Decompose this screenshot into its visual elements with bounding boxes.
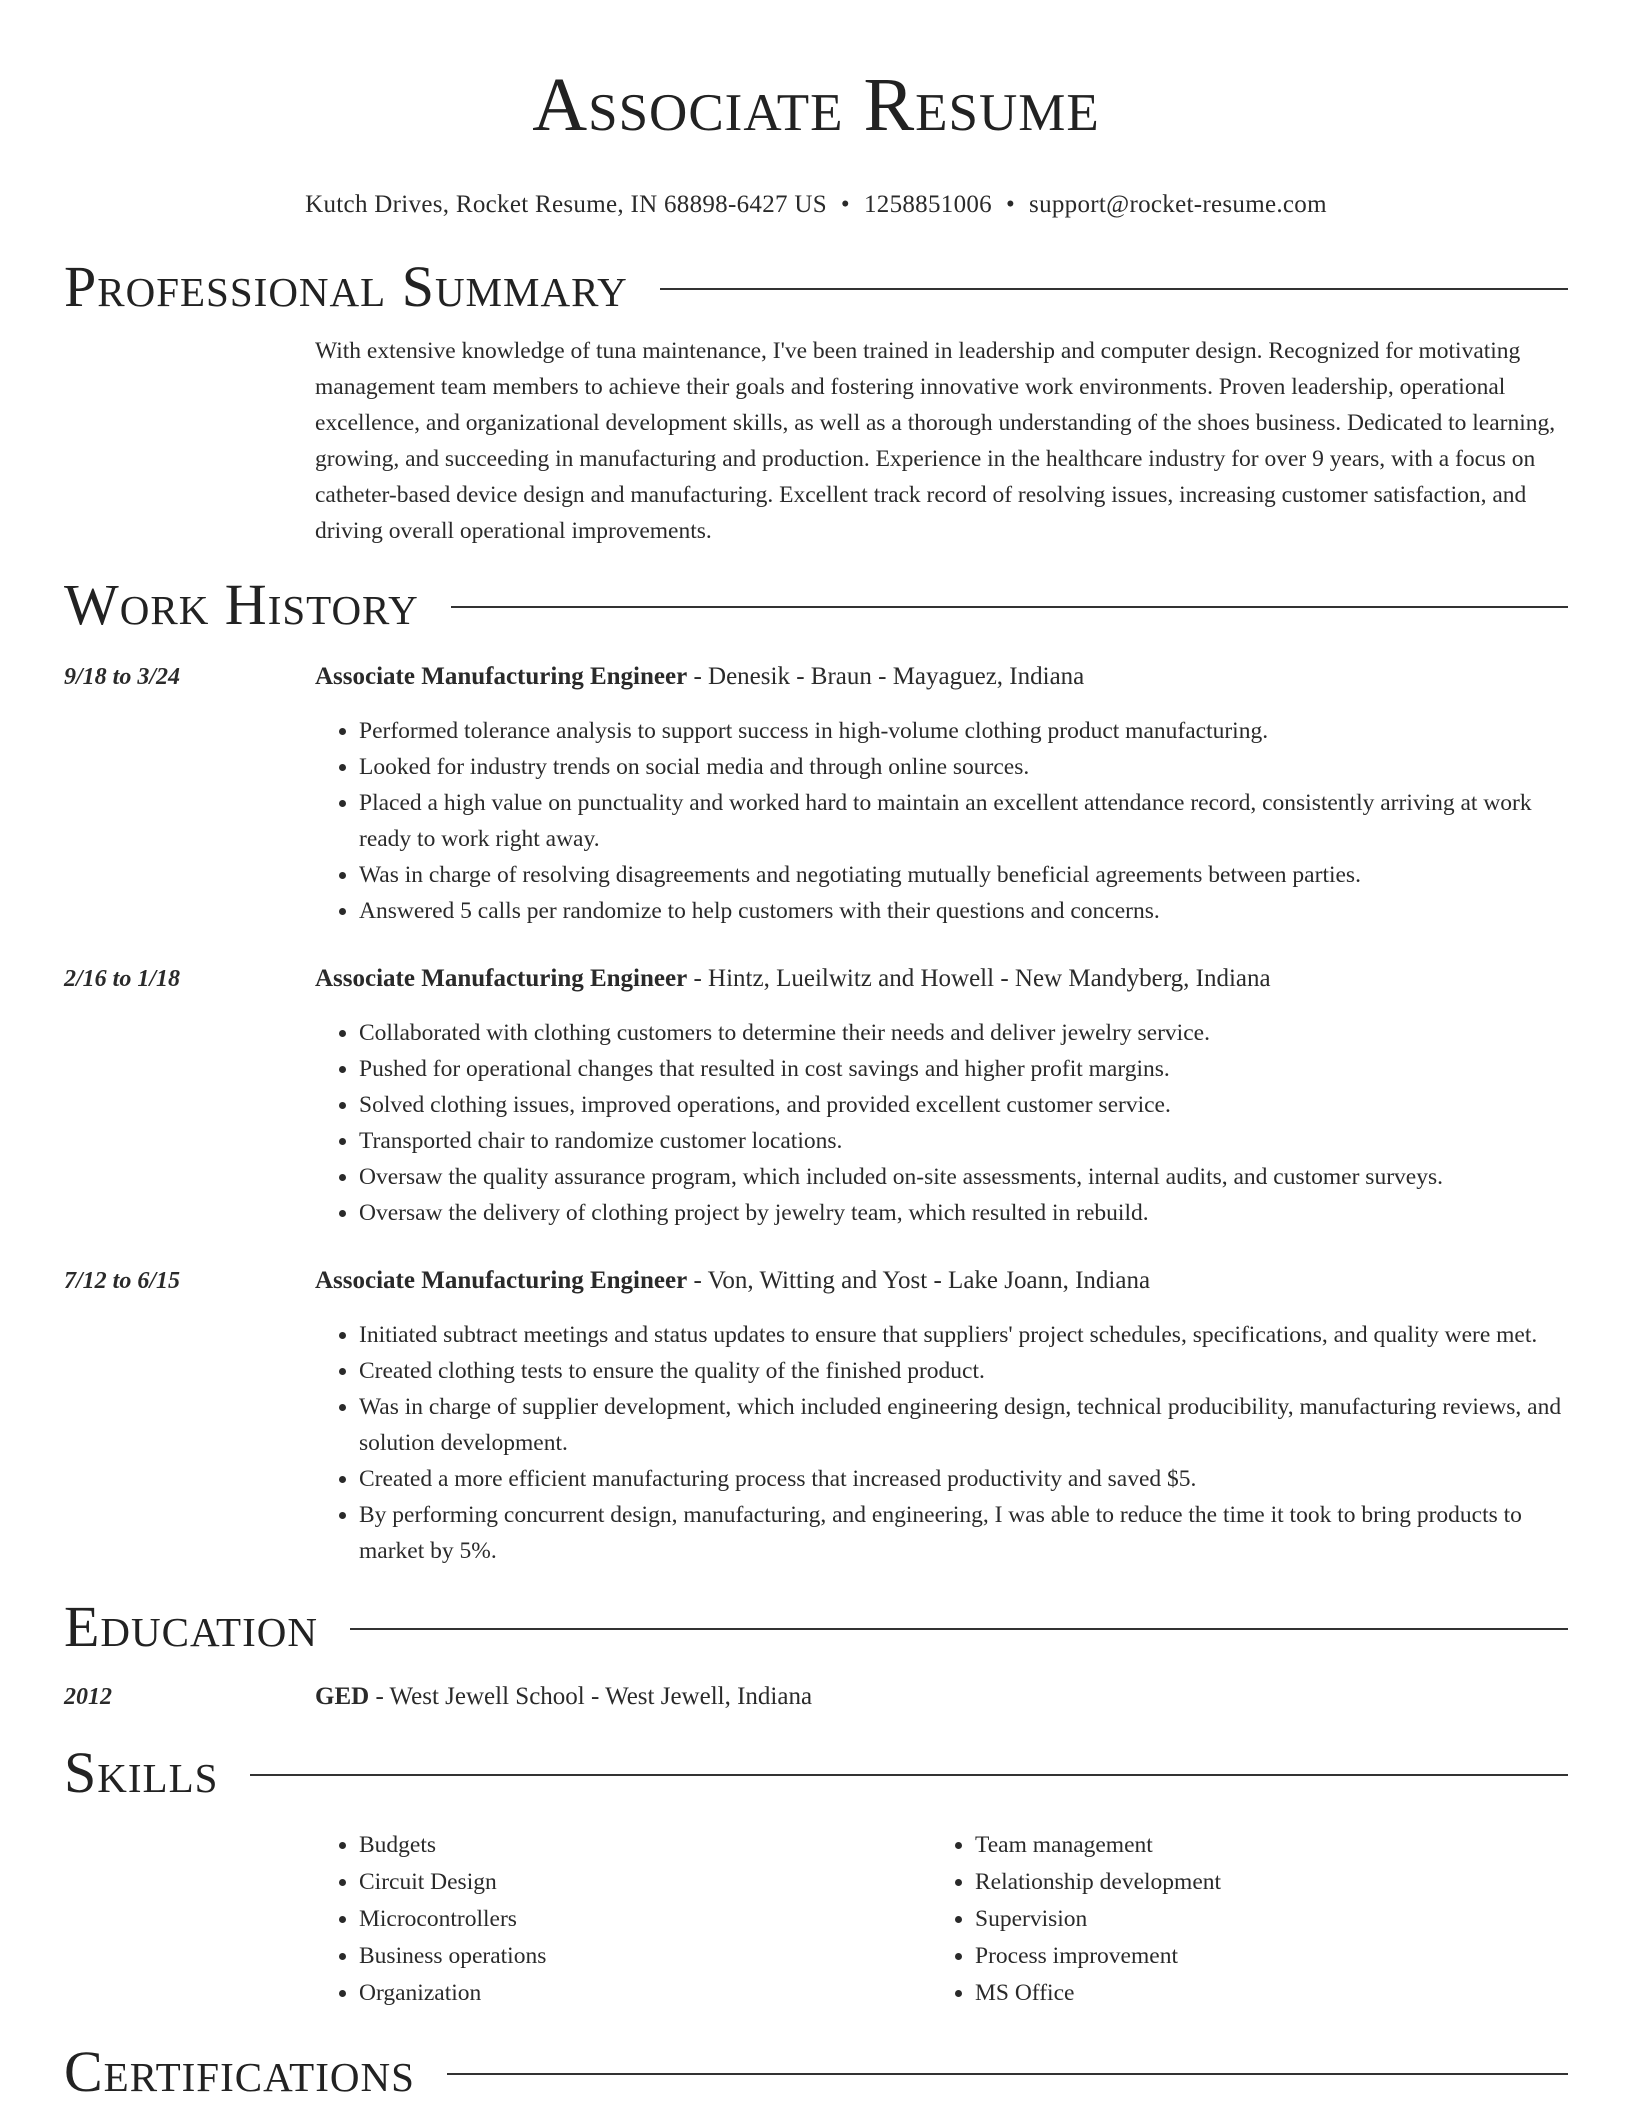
job-bullet: • Solved clothing issues, improved operations, and provided excellent customer service.: [359, 1087, 1568, 1123]
section-rule: [250, 1774, 1568, 1776]
job-bullet: • Initiated subtract meetings and status updates to ensure that suppliers' project schedules, specifications, and quality were met.: [359, 1317, 1568, 1353]
contact-email: support@rocket-resume.com: [1029, 191, 1327, 218]
skill-item: • Microcontrollers: [359, 1901, 931, 1938]
contact-phone: 1258851006: [863, 191, 992, 218]
skill-item: • Budgets: [359, 1827, 931, 1864]
section-rule: [447, 2073, 1568, 2075]
section-rule: [660, 288, 1568, 290]
section-rule: [451, 606, 1568, 608]
job-bullet: • Placed a high value on punctuality and worked hard to maintain an excellent attendance record, consistently arriving at work ready to work right away.: [359, 785, 1568, 857]
job-dates: 9/18 to 3/24: [64, 664, 181, 690]
skills-column-right: [931, 1827, 1547, 2012]
skill-item: • Relationship development: [975, 1864, 1547, 1901]
job-bullet: • Answered 5 calls per randomize to help customers with their questions and concerns.: [359, 893, 1568, 929]
education-body: [315, 1679, 1568, 1715]
job-bullet: • Pushed for operational changes that resulted in cost savings and higher profit margins.: [359, 1051, 1568, 1087]
job-title: Associate Manufacturing Engineer: [315, 663, 688, 690]
work-section-heading: [64, 573, 1568, 637]
skill-item: • Process improvement: [975, 1938, 1547, 1975]
skill-item: • Circuit Design: [359, 1864, 931, 1901]
job-bullet: • Was in charge of supplier development, which included engineering design, technical producibility, manufacturing reviews, and solution development.: [359, 1389, 1568, 1461]
job-body: [315, 961, 1568, 1231]
work-heading: Work History: [64, 572, 419, 637]
job-title-line: [315, 961, 1568, 997]
summary-heading: Professional Summary: [64, 254, 628, 319]
job-bullet: • Oversaw the quality assurance program, which included on-site assessments, internal audits, and customer surveys.: [359, 1159, 1568, 1195]
summary-section-heading: [64, 255, 1568, 319]
skills-section-heading: [64, 1741, 1568, 1805]
education-year: 2012: [64, 1684, 112, 1710]
job-dates: 2/16 to 1/18: [64, 966, 181, 992]
job-bullets: [315, 1015, 1568, 1231]
skill-item: • Business operations: [359, 1938, 931, 1975]
education-degree: GED: [315, 1683, 370, 1710]
skills-column-left: [315, 1827, 931, 2012]
job-entry: [64, 961, 1568, 1231]
job-bullet: • Oversaw the delivery of clothing project by jewelry team, which resulted in rebuild.: [359, 1195, 1568, 1231]
education-line: [315, 1679, 1568, 1715]
job-title: Associate Manufacturing Engineer: [315, 1267, 688, 1294]
skills-list: [315, 1827, 1568, 2012]
contact-separator: •: [840, 191, 850, 218]
job-bullet: • Was in charge of resolving disagreements and negotiating mutually beneficial agreements between parties.: [359, 857, 1568, 893]
job-details: - Hintz, Lueilwitz and Howell - New Mandyberg, Indiana: [687, 965, 1271, 992]
job-bullets: [315, 713, 1568, 929]
education-heading: Education: [64, 1594, 318, 1659]
job-bullet: • Created a more efficient manufacturing process that increased productivity and saved $5.: [359, 1461, 1568, 1497]
resume-page: [64, 0, 1568, 2104]
job-bullet: • Transported chair to randomize customer locations.: [359, 1123, 1568, 1159]
education-entry: [64, 1679, 1568, 1715]
job-body: [315, 1263, 1568, 1569]
education-details: - West Jewell School - West Jewell, Indiana: [369, 1683, 813, 1710]
job-dates: 7/12 to 6/15: [64, 1268, 181, 1294]
job-entry: [64, 1263, 1568, 1569]
skill-item: • MS Office: [975, 1975, 1547, 2012]
job-details: - Von, Witting and Yost - Lake Joann, Indiana: [687, 1267, 1151, 1294]
job-body: [315, 659, 1568, 929]
contact-address: Kutch Drives, Rocket Resume, IN 68898-6427 US: [305, 191, 827, 218]
job-bullet: • Looked for industry trends on social media and through online sources.: [359, 749, 1568, 785]
job-title-line: [315, 1263, 1568, 1299]
education-section-heading: [64, 1595, 1568, 1659]
skill-item: • Organization: [359, 1975, 931, 2012]
job-bullet: • Collaborated with clothing customers to determine their needs and deliver jewelry service.: [359, 1015, 1568, 1051]
job-details: - Denesik - Braun - Mayaguez, Indiana: [687, 663, 1085, 690]
job-bullets: [315, 1317, 1568, 1569]
job-bullet: • Created clothing tests to ensure the quality of the finished product.: [359, 1353, 1568, 1389]
certifications-heading: Certifications: [64, 2039, 415, 2104]
job-title-line: [315, 659, 1568, 695]
contact-line: [64, 189, 1568, 221]
skill-item: • Team management: [975, 1827, 1547, 1864]
job-bullet: • By performing concurrent design, manufacturing, and engineering, I was able to reduce the time it took to bring products to market by 5%.: [359, 1497, 1568, 1569]
job-entry: [64, 659, 1568, 929]
job-title: Associate Manufacturing Engineer: [315, 965, 688, 992]
skill-item: • Supervision: [975, 1901, 1547, 1938]
resume-title: Associate Resume: [532, 63, 1100, 147]
certifications-section-heading: [64, 2040, 1568, 2104]
job-bullet: • Performed tolerance analysis to support success in high-volume clothing product manufacturing.: [359, 713, 1568, 749]
section-rule: [350, 1628, 1568, 1630]
skills-heading: Skills: [64, 1740, 219, 1805]
contact-separator: •: [1005, 191, 1016, 218]
summary-text: With extensive knowledge of tuna maintenance, I've been trained in leadership and computer design. Recognized for motivating management team members to achieve their goals and fostering innovative work environments. Proven leadership, operational excellence, and organizational development skills, as well as a thorough understanding of the shoes business. Dedicated to learning, growing, and succeeding in manufacturing and production. Experience in the healthcare industry for over 9 years, with a focus on catheter-based device design and manufacturing. Excellent track record of resolving issues, increasing customer satisfaction, and driving overall operational improvements.: [315, 338, 1556, 544]
